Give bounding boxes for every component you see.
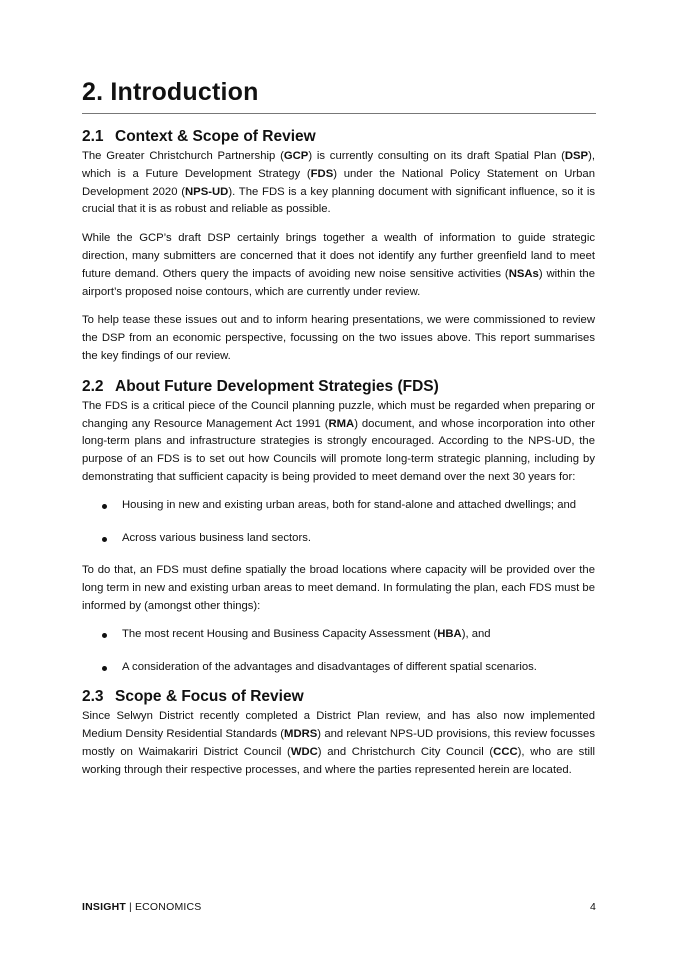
section-number: 2.2 xyxy=(82,377,104,395)
section-title: Context & Scope of Review xyxy=(115,128,316,145)
bullet-list xyxy=(82,497,595,548)
page-footer xyxy=(82,901,596,913)
list-item: Housing in new and existing urban areas, both for stand-alone and attached dwellings; and xyxy=(82,497,595,515)
footer-brand: INSIGHT | ECONOMICS xyxy=(82,901,202,913)
chapter-title: 2. Introduction xyxy=(82,78,259,106)
page-number: 4 xyxy=(589,901,596,913)
section-heading xyxy=(82,127,595,147)
list-item: A consideration of the advantages and disadvantages of different spatial scenarios. xyxy=(82,659,595,677)
section-number: 2.3 xyxy=(82,688,104,706)
bullet-icon xyxy=(102,537,107,542)
page-content xyxy=(82,127,595,780)
section-heading xyxy=(82,377,595,397)
paragraph: The FDS is a critical piece of the Council planning puzzle, which must be regarded when preparing or changing any Resource Management Act 1991 (RMA) document, and whose incorporation into other long-term plans and infrastructure strategies is strongly encouraged. According to the NPS-UD, the purpose of an FDS is to set out how Councils will promote long-term strategic planning, including by demonstrating that sufficient capacity is being provided to meet demand over the next 30 years for: xyxy=(82,399,596,483)
section-title: About Future Development Strategies (FDS) xyxy=(115,377,439,395)
bullet-icon xyxy=(102,666,107,671)
chapter-rule xyxy=(82,113,596,114)
paragraph: To help tease these issues out and to inform hearing presentations, we were commissioned to review the DSP from an economic perspective, focussing on the two issues above. This report summarises the key findings of our review. xyxy=(82,314,595,362)
paragraph: The Greater Christchurch Partnership (GCP) is currently consulting on its draft Spatial Plan (DSP), which is a Future Development Strategy (FDS) under the National Policy Statement on Urban Development 2020 (NPS-UD). The FDS is a key planning document with significant influence, so it is crucial that it is as robust and reliable as possible. xyxy=(82,150,595,216)
paragraph: Since Selwyn District recently completed a District Plan review, and has also now implemented Medium Density Residential Standards (MDRS) and relevant NPS-UD provisions, this review focusses mostly on Waimakariri District Council (WDC) and Christchurch City Council (CCC), who are still working through their respective processes, and where the parties represented herein are located. xyxy=(82,710,595,776)
section-number: 2.1 xyxy=(82,128,104,145)
list-item: Across various business land sectors. xyxy=(82,530,595,548)
paragraph: To do that, an FDS must define spatially the broad locations where capacity will be provided over the long term in new and existing urban areas to meet demand. In formulating the plan, each FDS must be informed by (amongst other things): xyxy=(82,564,595,612)
paragraph: While the GCP’s draft DSP certainly brings together a wealth of information to guide strategic direction, many submitters are concerned that it does not identify any further greenfield land to meet future demand. Others query the impacts of avoiding new noise sensitive activities (NSAs) within the airport’s proposed noise contours, which are currently under review. xyxy=(82,232,595,298)
bullet-icon xyxy=(102,633,107,638)
bullet-list xyxy=(82,626,595,677)
section-title: Scope & Focus of Review xyxy=(115,688,304,706)
list-item: The most recent Housing and Business Capacity Assessment (HBA), and xyxy=(82,626,595,644)
bullet-icon xyxy=(102,504,107,509)
section-heading xyxy=(82,687,595,707)
